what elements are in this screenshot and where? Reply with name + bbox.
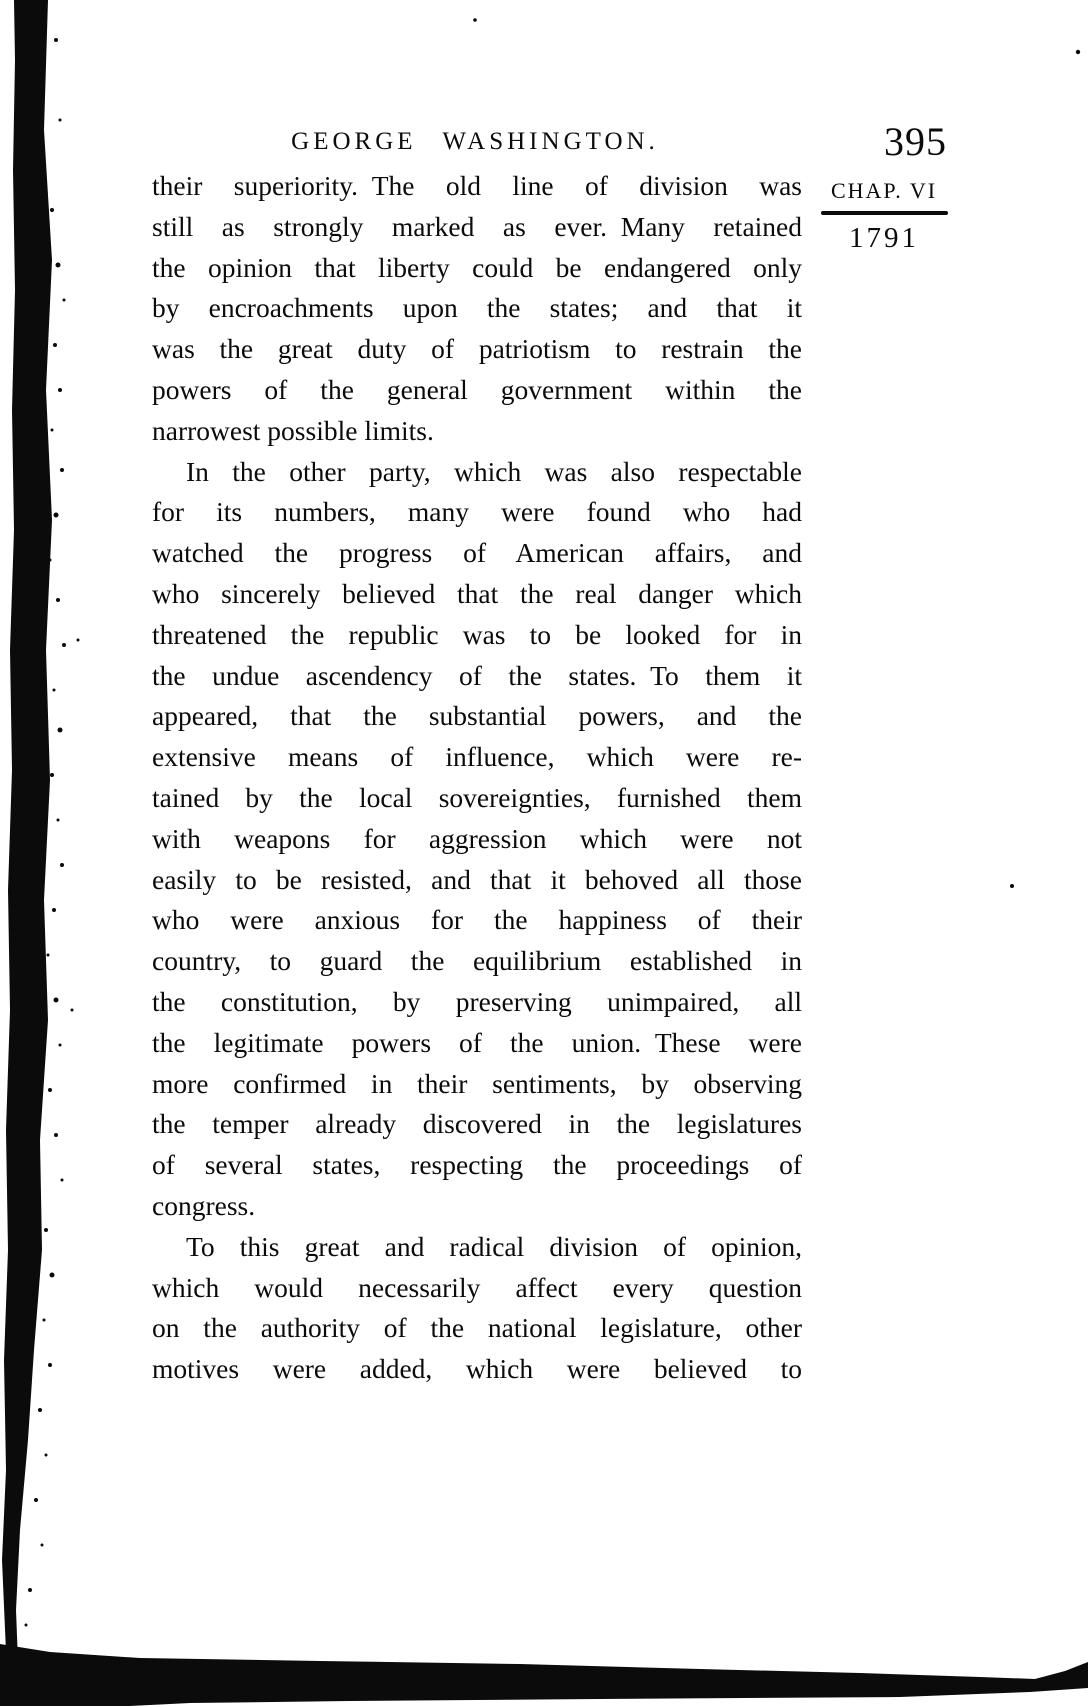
text-line: To this great and radical division of opinion, [186,1230,802,1262]
bottom-shadow-band [0,1644,1088,1706]
text-line: for its numbers, many were found who had [152,496,802,528]
text-line: In the other party, which was also respectable [186,455,802,487]
text-line: the undue ascendency of the states. To them it [152,659,802,691]
text-line: the constitution, by preserving unimpaired, all [152,985,802,1017]
paragraph [152,1227,802,1390]
text-line: still as strongly marked as ever. Many retained [152,210,802,242]
text-line: appeared, that the substantial powers, and the [152,700,802,732]
ink-speck [1010,884,1014,888]
paragraph [152,166,802,452]
text-line: narrowest possible limits. [152,414,434,446]
text-line: easily to be resisted, and that it behoved all those [152,863,802,895]
ink-speck [1076,50,1080,54]
paragraph [152,452,802,1227]
margin-notes [818,178,950,255]
text-line: tained by the local sovereignties, furnished them [152,781,802,813]
running-title: GEORGE WASHINGTON. [291,128,659,155]
text-line: who were anxious for the happiness of their [152,904,802,936]
text-line: country, to guard the equilibrium established in [152,945,802,977]
text-line: the temper already discovered in the legislatures [152,1108,802,1140]
text-line: motives were added, which were believed to [152,1353,802,1385]
text-line: their superiority. The old line of division was [152,170,802,201]
text-line: watched the progress of American affairs, and [152,537,802,569]
text-line: powers of the general government within the [152,373,802,405]
text-line: on the authority of the national legislature, other [152,1312,802,1344]
text-line: extensive means of influence, which were re- [152,741,802,773]
text-line: which would necessarily affect every question [152,1271,802,1303]
gutter-shadow-band [2,0,52,1662]
text-line: threatened the republic was to be looked for in [152,618,802,650]
text-line: the legitimate powers of the union. These were [152,1026,802,1058]
text-line: the opinion that liberty could be endangered only [152,251,802,283]
margin-rule [821,211,948,215]
text-line: congress. [152,1189,256,1221]
ink-speck [473,18,477,22]
page-text [152,166,802,1390]
text-line: with weapons for aggression which were not [152,822,802,854]
text-line: more confirmed in their sentiments, by observing [152,1067,802,1099]
text-line: of several states, respecting the proceedings of [152,1149,802,1181]
page-number: 395 [884,119,947,164]
text-line: was the great duty of patriotism to restrain the [152,333,802,365]
text-line: who sincerely believed that the real danger which [152,577,802,609]
text-line: by encroachments upon the states; and that it [152,292,802,324]
year-label: 1791 [849,222,919,254]
chapter-label: CHAP. VI [830,178,938,203]
